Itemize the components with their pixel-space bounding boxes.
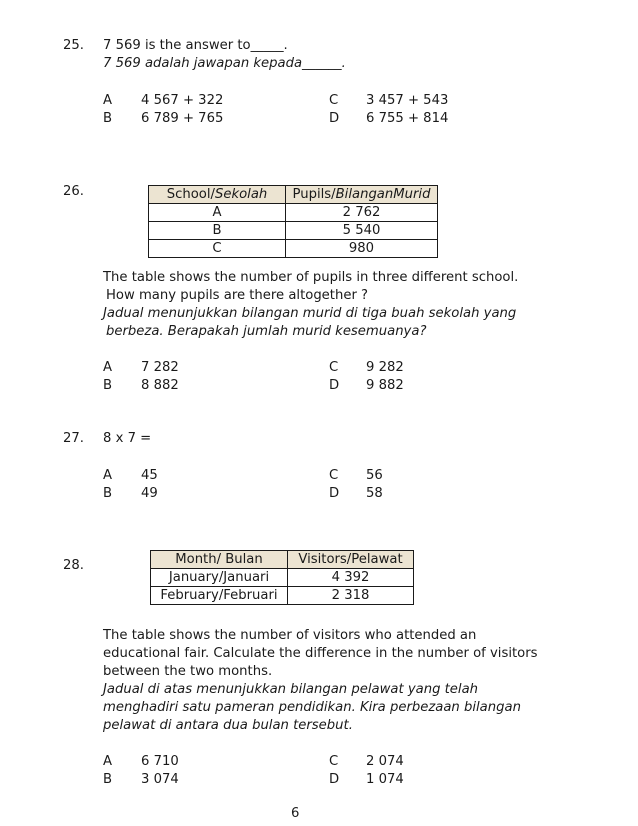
table-row [149,222,438,240]
q26-option-a-letter: A [103,360,113,375]
table-cell: January/Januari [151,569,288,587]
q27-option-c-text: 56 [366,468,383,483]
q27-option-b-letter: B [103,486,113,501]
q27-option-a-text: 45 [141,468,158,483]
q28-text-ms-1: Jadual di atas menunjukkan bilangan pelawat yang telah [103,682,479,697]
table-cell: 4 392 [288,569,414,587]
table-header-pupils: Pupils/BilanganMurid [286,186,438,204]
q26-option-a-text: 7 282 [141,360,179,375]
q25-option-d-letter: D [329,111,340,126]
q28-option-c-text: 2 074 [366,754,404,769]
table-cell: 2 318 [288,587,414,605]
q26-option-c-text: 9 282 [366,360,404,375]
table-cell: B [149,222,286,240]
q28-text-ms-2: menghadiri satu pameran pendidikan. Kira perbezaan bilangan [103,700,521,715]
q25-text-en: 7 569 is the answer to_____. [103,38,288,53]
q28-option-d-letter: D [329,772,340,787]
q28-text-ms-3: pelawat di antara dua bulan tersebut. [103,718,353,733]
q26-option-d-text: 9 882 [366,378,404,393]
q28-option-a-letter: A [103,754,113,769]
table-header-row [151,551,414,569]
q26-option-b-text: 8 882 [141,378,179,393]
q26-option-b-letter: B [103,378,113,393]
q25-option-b-text: 6 789 + 765 [141,111,224,126]
q26-option-c-letter: C [329,360,339,375]
q25-option-c-letter: C [329,93,339,108]
q27-expression: 8 x 7 = [103,431,152,446]
q27-option-d-text: 58 [366,486,383,501]
table-cell: 980 [286,240,438,258]
table-cell: 2 762 [286,204,438,222]
q26-text-ms-1: Jadual menunjukkan bilangan murid di tiga buah sekolah yang [103,306,517,321]
table-header-month: Month/ Bulan [151,551,288,569]
q27-number: 27. [63,431,84,446]
table-row [151,569,414,587]
q26-text-en-2: How many pupils are there altogether ? [106,288,369,303]
q25-option-b-letter: B [103,111,113,126]
q28-option-d-text: 1 074 [366,772,404,787]
q28-number: 28. [63,558,84,573]
table-header-school: School/Sekolah [149,186,286,204]
table-cell: A [149,204,286,222]
q25-number: 25. [63,38,84,53]
q26-text-ms-2: berbeza. Berapakah jumlah murid kesemuanya? [106,324,427,339]
q28-option-a-text: 6 710 [141,754,179,769]
q25-option-d-text: 6 755 + 814 [366,111,449,126]
q25-option-a-letter: A [103,93,113,108]
q28-text-en-3: between the two months. [103,664,273,679]
q27-option-b-text: 49 [141,486,158,501]
q28-visitors-table [150,550,414,605]
q26-option-d-letter: D [329,378,340,393]
table-header-row [149,186,438,204]
q28-option-b-letter: B [103,772,113,787]
q26-text-en-1: The table shows the number of pupils in three different school. [103,270,519,285]
page-number: 6 [291,806,300,821]
q27-option-d-letter: D [329,486,340,501]
q25-text-ms: 7 569 adalah jawapan kepada______. [103,56,346,71]
q26-number: 26. [63,184,84,199]
q27-option-a-letter: A [103,468,113,483]
table-row [149,204,438,222]
q28-option-b-text: 3 074 [141,772,179,787]
q28-text-en-2: educational fair. Calculate the difference in the number of visitors [103,646,538,661]
table-row [151,587,414,605]
table-cell: C [149,240,286,258]
table-cell: 5 540 [286,222,438,240]
q28-option-c-letter: C [329,754,339,769]
table-cell: February/Februari [151,587,288,605]
q27-option-c-letter: C [329,468,339,483]
q25-option-a-text: 4 567 + 322 [141,93,224,108]
table-header-visitors: Visitors/Pelawat [288,551,414,569]
q26-pupils-table [148,185,438,258]
table-row [149,240,438,258]
q25-option-c-text: 3 457 + 543 [366,93,449,108]
q28-text-en-1: The table shows the number of visitors who attended an [103,628,477,643]
